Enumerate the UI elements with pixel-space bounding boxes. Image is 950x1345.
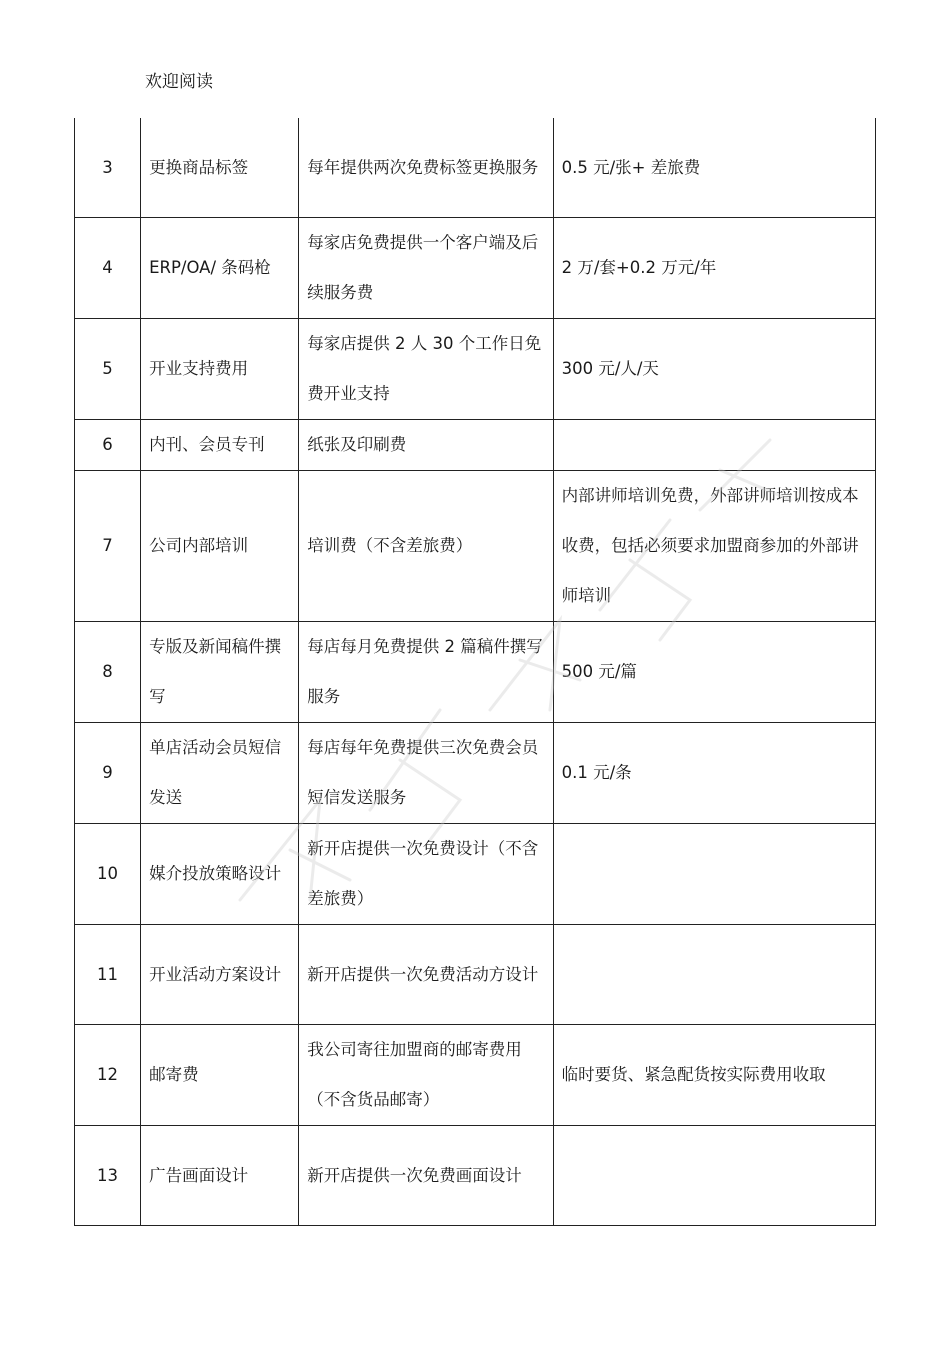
service-content: 纸张及印刷费 [299, 420, 553, 471]
service-content: 每家店免费提供一个客户端及后续服务费 [299, 218, 553, 319]
charge-standard: 2 万/套+0.2 万元/年 [553, 218, 875, 319]
table-row [75, 1126, 876, 1226]
row-number: 12 [75, 1025, 141, 1126]
table-row [75, 723, 876, 824]
service-item: 单店活动会员短信发送 [141, 723, 299, 824]
charge-standard [553, 824, 875, 925]
charge-standard [553, 420, 875, 471]
service-content: 新开店提供一次免费画面设计 [299, 1126, 553, 1226]
table-row [75, 118, 876, 218]
service-content: 我公司寄往加盟商的邮寄费用（不含货品邮寄） [299, 1025, 553, 1126]
service-content: 新开店提供一次免费设计（不含差旅费） [299, 824, 553, 925]
service-content: 培训费（不含差旅费） [299, 471, 553, 622]
charge-standard: 0.5 元/张+ 差旅费 [553, 118, 875, 218]
service-content: 每家店提供 2 人 30 个工作日免费开业支持 [299, 319, 553, 420]
service-item: 专版及新闻稿件撰写 [141, 622, 299, 723]
charge-standard: 临时要货、紧急配货按实际费用收取 [553, 1025, 875, 1126]
row-number: 6 [75, 420, 141, 471]
charge-standard [553, 1126, 875, 1226]
service-fee-table [74, 118, 876, 1226]
charge-standard [553, 925, 875, 1025]
table-row [75, 218, 876, 319]
service-item: 媒介投放策略设计 [141, 824, 299, 925]
row-number: 9 [75, 723, 141, 824]
charge-standard: 0.1 元/条 [553, 723, 875, 824]
charge-standard: 300 元/人/天 [553, 319, 875, 420]
row-number: 10 [75, 824, 141, 925]
row-number: 3 [75, 118, 141, 218]
service-item: 开业支持费用 [141, 319, 299, 420]
service-item: 内刊、会员专刊 [141, 420, 299, 471]
table-row [75, 622, 876, 723]
service-item: 广告画面设计 [141, 1126, 299, 1226]
row-number: 8 [75, 622, 141, 723]
service-item: 邮寄费 [141, 1025, 299, 1126]
row-number: 5 [75, 319, 141, 420]
table-row [75, 925, 876, 1025]
service-content: 每店每月免费提供 2 篇稿件撰写服务 [299, 622, 553, 723]
page-header-text: 欢迎阅读 [145, 72, 213, 92]
table-row [75, 824, 876, 925]
table-row [75, 471, 876, 622]
charge-standard: 内部讲师培训免费，外部讲师培训按成本收费，包括必须要求加盟商参加的外部讲师培训 [553, 471, 875, 622]
service-item: 公司内部培训 [141, 471, 299, 622]
table-row [75, 1025, 876, 1126]
service-item: ERP/OA/ 条码枪 [141, 218, 299, 319]
row-number: 7 [75, 471, 141, 622]
row-number: 4 [75, 218, 141, 319]
service-item: 更换商品标签 [141, 118, 299, 218]
table-row [75, 319, 876, 420]
service-content: 每店每年免费提供三次免费会员短信发送服务 [299, 723, 553, 824]
table-row [75, 420, 876, 471]
charge-standard: 500 元/篇 [553, 622, 875, 723]
service-item: 开业活动方案设计 [141, 925, 299, 1025]
row-number: 11 [75, 925, 141, 1025]
service-content: 新开店提供一次免费活动方设计 [299, 925, 553, 1025]
row-number: 13 [75, 1126, 141, 1226]
service-content: 每年提供两次免费标签更换服务 [299, 118, 553, 218]
